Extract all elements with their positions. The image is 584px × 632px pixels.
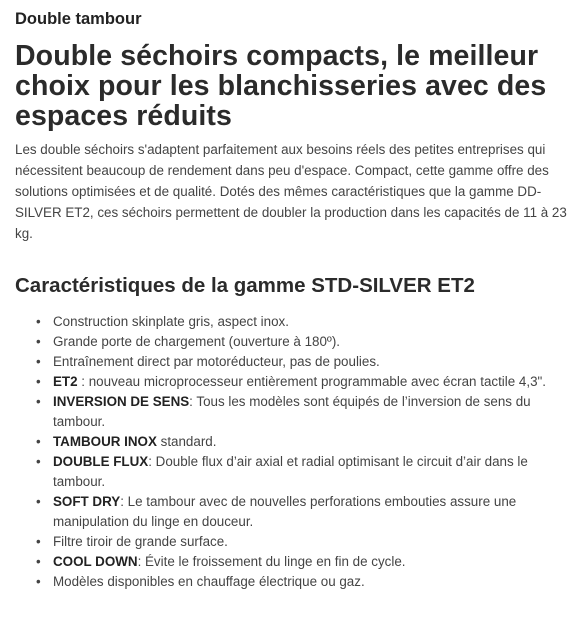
feature-item	[36, 572, 570, 592]
feature-text: Entraînement direct par motoréducteur, pas de poulies.	[53, 354, 380, 369]
feature-item	[36, 452, 570, 492]
feature-keyword: ET2	[53, 374, 78, 389]
bullet-icon: •	[36, 554, 41, 569]
bullet-icon: •	[36, 374, 41, 389]
feature-item	[36, 352, 570, 372]
feature-item	[36, 552, 570, 572]
bullet-icon: •	[36, 354, 41, 369]
feature-keyword: COOL DOWN	[53, 554, 138, 569]
feature-text: Grande porte de chargement (ouverture à 180º).	[53, 334, 341, 349]
feature-text: : Évite le froissement du linge en fin de cycle.	[137, 554, 406, 569]
feature-item	[36, 392, 570, 432]
bullet-icon: •	[36, 394, 41, 409]
bullet-icon: •	[36, 534, 41, 549]
intro-paragraph: Les double séchoirs s'adaptent parfaitement aux besoins réels des petites entreprises qui nécessitent beaucoup de rendement dans peu d'espace. Compact, cette gamme offre des solutions optimisées et de qualité. Dotés des mêmes caractéristiques que la gamme DD-SILVER ET2, ces séchoirs permettent de doubler la production dans les capacités de 11 à 23 kg.	[15, 142, 567, 241]
feature-text: : nouveau microprocesseur entièrement programmable avec écran tactile 4,3".	[77, 374, 547, 389]
bullet-icon: •	[36, 574, 41, 589]
feature-text: Filtre tiroir de grande surface.	[53, 534, 228, 549]
feature-item	[36, 532, 570, 552]
feature-text: Modèles disponibles en chauffage électrique ou gaz.	[53, 574, 365, 589]
feature-item	[36, 492, 570, 532]
features-heading: Caractéristiques de la gamme STD-SILVER ET2	[15, 274, 475, 297]
feature-item	[36, 312, 570, 332]
bullet-icon: •	[36, 494, 41, 509]
feature-text: standard.	[156, 434, 217, 449]
feature-text: : Le tambour avec de nouvelles perforations embouties assure une manipulation du linge en douceur.	[53, 494, 517, 529]
feature-text: Construction skinplate gris, aspect inox.	[53, 314, 289, 329]
bullet-icon: •	[36, 434, 41, 449]
features-list	[15, 312, 570, 592]
feature-item	[36, 372, 570, 392]
feature-text: : Double flux d’air axial et radial optimisant le circuit d’air dans le tambour.	[53, 454, 528, 489]
feature-item	[36, 432, 570, 452]
feature-text: : Tous les modèles sont équipés de l’inversion de sens du tambour.	[53, 394, 531, 429]
feature-item	[36, 332, 570, 352]
bullet-icon: •	[36, 314, 41, 329]
feature-keyword: TAMBOUR INOX	[53, 434, 157, 449]
page-headline: Double séchoirs compacts, le meilleur choix pour les blanchisseries avec des espaces réduits	[15, 40, 547, 132]
bullet-icon: •	[36, 334, 41, 349]
feature-keyword: DOUBLE FLUX	[53, 454, 149, 469]
category-label: Double tambour	[15, 10, 142, 28]
feature-keyword: SOFT DRY	[53, 494, 121, 509]
feature-keyword: INVERSION DE SENS	[53, 394, 190, 409]
bullet-icon: •	[36, 454, 41, 469]
